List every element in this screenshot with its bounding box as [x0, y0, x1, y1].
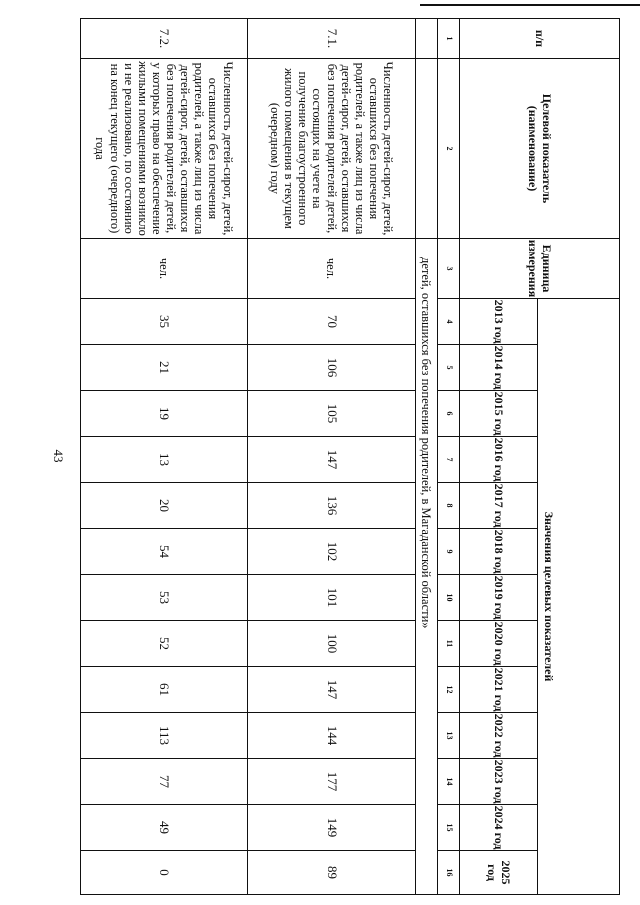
column-number: 7 [438, 437, 460, 483]
column-number: 3 [438, 239, 460, 299]
value-cell: 102 [248, 529, 416, 575]
year-header: 2025 год [460, 851, 538, 895]
year-header: 2017 год [460, 483, 538, 529]
column-numbers-row [438, 19, 460, 895]
year-header: 2024 год [460, 805, 538, 851]
value-cell: 61 [81, 667, 248, 713]
value-cell: 147 [248, 667, 416, 713]
target-indicators-table [80, 18, 620, 895]
column-number: 14 [438, 759, 460, 805]
value-cell: 53 [81, 575, 248, 621]
header-unit: Единица измерения [460, 239, 620, 299]
column-number: 15 [438, 805, 460, 851]
year-header: 2014 год [460, 345, 538, 391]
section-title: детей, оставшихся без попечения родителей, в Магаданской области» [416, 239, 438, 895]
column-number: 10 [438, 575, 460, 621]
value-cell: 105 [248, 391, 416, 437]
indicator-name: Численность детей-сирот, детей, оставшихся без попечения родителей, а также лиц из числа детей-сирот, детей, оставшихся без попечения родителей детей, состоящих на учете на получение благоустроенного жилого помещения в текущем (очередном) году [248, 59, 416, 239]
column-number: 1 [438, 19, 460, 59]
row-number: 7.1. [248, 19, 416, 59]
value-cell: 52 [81, 621, 248, 667]
table-row [81, 19, 248, 895]
year-header: 2018 год [460, 529, 538, 575]
value-cell: 21 [81, 345, 248, 391]
value-cell: 147 [248, 437, 416, 483]
value-cell: 54 [81, 529, 248, 575]
column-number: 4 [438, 299, 460, 345]
value-cell: 144 [248, 713, 416, 759]
column-number: 9 [438, 529, 460, 575]
column-number: 13 [438, 713, 460, 759]
column-number: 16 [438, 851, 460, 895]
column-number: 8 [438, 483, 460, 529]
value-cell: 149 [248, 805, 416, 851]
value-cell: 100 [248, 621, 416, 667]
header-row [538, 19, 620, 895]
section-blank [416, 59, 438, 239]
value-cell: 13 [81, 437, 248, 483]
header-indicator: Целевой показатель (наименование) [460, 59, 620, 239]
value-cell: 89 [248, 851, 416, 895]
indicator-name: Численность детей-сирот, детей, оставшихся без попечения родителей, а также лиц из числа детей-сирот, детей, оставшихся без попечения родителей детей, у которых право на обеспечение жилыми помещениями возникло и не реализовано, по состоянию на конец текущего (очередного) года [81, 59, 248, 239]
section-row [416, 19, 438, 895]
header-group-title: Значения целевых показателей [538, 299, 620, 895]
section-blank [416, 19, 438, 59]
year-header: 2016 год [460, 437, 538, 483]
value-cell: 49 [81, 805, 248, 851]
table-row [248, 19, 416, 895]
value-cell: 101 [248, 575, 416, 621]
page-number: 43 [51, 449, 66, 463]
column-number: 12 [438, 667, 460, 713]
year-header: 2015 год [460, 391, 538, 437]
value-cell: 70 [248, 299, 416, 345]
rotated-table-container [81, 18, 620, 890]
value-cell: 136 [248, 483, 416, 529]
row-number: 7.2. [81, 19, 248, 59]
value-cell: 77 [81, 759, 248, 805]
column-number: 2 [438, 59, 460, 239]
column-number: 11 [438, 621, 460, 667]
year-header: 2022 год [460, 713, 538, 759]
value-cell: 35 [81, 299, 248, 345]
year-header: 2023 год [460, 759, 538, 805]
unit-cell: чел. [81, 239, 248, 299]
value-cell: 113 [81, 713, 248, 759]
unit-cell: чел. [248, 239, 416, 299]
column-number: 6 [438, 391, 460, 437]
header-no: п/п [460, 19, 620, 59]
year-header: 2021 год [460, 667, 538, 713]
year-header: 2013 год [460, 299, 538, 345]
column-number: 5 [438, 345, 460, 391]
value-cell: 20 [81, 483, 248, 529]
year-header: 2019 год [460, 575, 538, 621]
year-header: 2020 год [460, 621, 538, 667]
value-cell: 0 [81, 851, 248, 895]
top-rule [420, 4, 640, 6]
value-cell: 19 [81, 391, 248, 437]
value-cell: 106 [248, 345, 416, 391]
value-cell: 177 [248, 759, 416, 805]
